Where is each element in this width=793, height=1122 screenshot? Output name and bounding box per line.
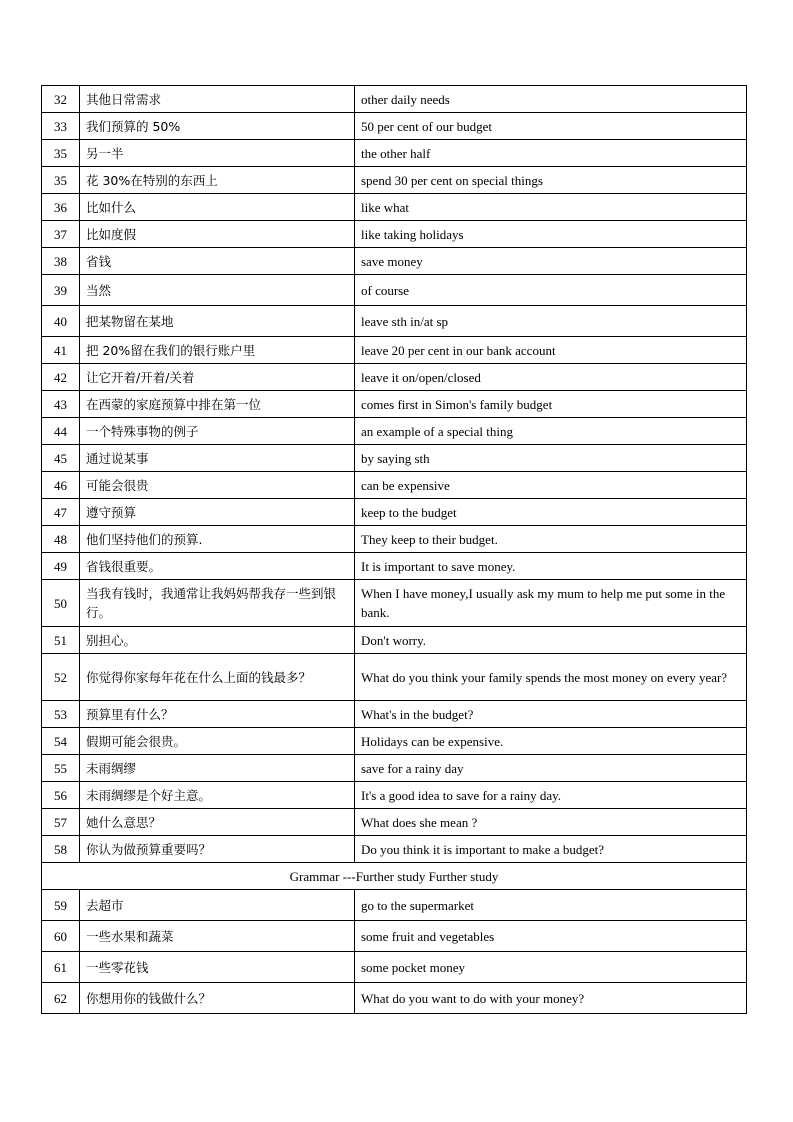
chinese-phrase: 在西蒙的家庭预算中排在第一位 [80, 391, 355, 418]
chinese-phrase: 未雨绸缪是个好主意。 [80, 782, 355, 809]
chinese-phrase: 其他日常需求 [80, 86, 355, 113]
table-row [42, 553, 747, 580]
chinese-phrase: 比如度假 [80, 221, 355, 248]
chinese-phrase: 她什么意思？ [80, 809, 355, 836]
chinese-phrase: 让它开着/开着/关着 [80, 364, 355, 391]
table-row [42, 782, 747, 809]
row-number: 33 [42, 113, 80, 140]
table-row [42, 755, 747, 782]
row-number: 44 [42, 418, 80, 445]
english-phrase: an example of a special thing [355, 418, 747, 445]
row-number: 60 [42, 921, 80, 952]
table-row [42, 337, 747, 364]
row-number: 54 [42, 728, 80, 755]
table-row [42, 701, 747, 728]
chinese-phrase: 当我有钱时，我通常让我妈妈帮我存一些到银行。 [80, 580, 355, 627]
table-row [42, 306, 747, 337]
english-phrase: leave sth in/at sp [355, 306, 747, 337]
section-title: Grammar ---Further study Further study [42, 863, 747, 890]
english-phrase: save for a rainy day [355, 755, 747, 782]
table-row [42, 526, 747, 553]
chinese-phrase: 一个特殊事物的例子 [80, 418, 355, 445]
english-phrase: Holidays can be expensive. [355, 728, 747, 755]
table-row [42, 140, 747, 167]
english-phrase: by saying sth [355, 445, 747, 472]
chinese-phrase: 假期可能会很贵。 [80, 728, 355, 755]
row-number: 52 [42, 654, 80, 701]
table-row [42, 113, 747, 140]
chinese-phrase: 花 30%在特别的东西上 [80, 167, 355, 194]
table-row [42, 627, 747, 654]
chinese-phrase: 未雨绸缪 [80, 755, 355, 782]
table-row [42, 952, 747, 983]
chinese-phrase: 通过说某事 [80, 445, 355, 472]
english-phrase: leave 20 per cent in our bank account [355, 337, 747, 364]
chinese-phrase: 可能会很贵 [80, 472, 355, 499]
english-phrase: keep to the budget [355, 499, 747, 526]
table-row [42, 580, 747, 627]
chinese-phrase: 别担心。 [80, 627, 355, 654]
english-phrase: save money [355, 248, 747, 275]
chinese-phrase: 他们坚持他们的预算. [80, 526, 355, 553]
row-number: 41 [42, 337, 80, 364]
row-number: 40 [42, 306, 80, 337]
table-row [42, 445, 747, 472]
table-row [42, 890, 747, 921]
row-number: 51 [42, 627, 80, 654]
table-row [42, 654, 747, 701]
row-number: 46 [42, 472, 80, 499]
row-number: 50 [42, 580, 80, 627]
row-number: 53 [42, 701, 80, 728]
row-number: 43 [42, 391, 80, 418]
english-phrase: What's in the budget? [355, 701, 747, 728]
english-phrase: It's a good idea to save for a rainy day. [355, 782, 747, 809]
row-number: 48 [42, 526, 80, 553]
table-row [42, 86, 747, 113]
row-number: 32 [42, 86, 80, 113]
chinese-phrase: 把 20%留在我们的银行账户里 [80, 337, 355, 364]
chinese-phrase: 另一半 [80, 140, 355, 167]
english-phrase: some fruit and vegetables [355, 921, 747, 952]
english-phrase: some pocket money [355, 952, 747, 983]
table-row [42, 472, 747, 499]
row-number: 58 [42, 836, 80, 863]
english-phrase: of course [355, 275, 747, 306]
chinese-phrase: 比如什么 [80, 194, 355, 221]
chinese-phrase: 一些水果和蔬菜 [80, 921, 355, 952]
english-phrase: They keep to their budget. [355, 526, 747, 553]
row-number: 56 [42, 782, 80, 809]
table-row [42, 391, 747, 418]
table-row [42, 248, 747, 275]
chinese-phrase: 省钱很重要。 [80, 553, 355, 580]
table-row [42, 364, 747, 391]
row-number: 59 [42, 890, 80, 921]
chinese-phrase: 你觉得你家每年花在什么上面的钱最多？ [80, 654, 355, 701]
chinese-phrase: 我们预算的 50% [80, 113, 355, 140]
english-phrase: What do you want to do with your money? [355, 983, 747, 1014]
english-phrase: What do you think your family spends the most money on every year? [355, 654, 747, 701]
english-phrase: go to the supermarket [355, 890, 747, 921]
row-number: 62 [42, 983, 80, 1014]
english-phrase: like taking holidays [355, 221, 747, 248]
vocabulary-table-body [42, 86, 747, 1014]
row-number: 35 [42, 140, 80, 167]
table-row [42, 221, 747, 248]
table-row [42, 499, 747, 526]
table-row [42, 809, 747, 836]
row-number: 47 [42, 499, 80, 526]
row-number: 57 [42, 809, 80, 836]
table-row [42, 836, 747, 863]
row-number: 37 [42, 221, 80, 248]
chinese-phrase: 一些零花钱 [80, 952, 355, 983]
chinese-phrase: 去超市 [80, 890, 355, 921]
row-number: 61 [42, 952, 80, 983]
english-phrase: leave it on/open/closed [355, 364, 747, 391]
table-row [42, 418, 747, 445]
row-number: 35 [42, 167, 80, 194]
row-number: 38 [42, 248, 80, 275]
table-row [42, 983, 747, 1014]
english-phrase: comes first in Simon's family budget [355, 391, 747, 418]
table-row [42, 194, 747, 221]
chinese-phrase: 当然 [80, 275, 355, 306]
section-row [42, 863, 747, 890]
vocabulary-table [41, 85, 747, 1014]
english-phrase: like what [355, 194, 747, 221]
chinese-phrase: 把某物留在某地 [80, 306, 355, 337]
english-phrase: Don't worry. [355, 627, 747, 654]
table-row [42, 921, 747, 952]
english-phrase: spend 30 per cent on special things [355, 167, 747, 194]
english-phrase: 50 per cent of our budget [355, 113, 747, 140]
chinese-phrase: 省钱 [80, 248, 355, 275]
english-phrase: When I have money,I usually ask my mum to help me put some in the bank. [355, 580, 747, 627]
row-number: 45 [42, 445, 80, 472]
english-phrase: can be expensive [355, 472, 747, 499]
chinese-phrase: 你想用你的钱做什么？ [80, 983, 355, 1014]
row-number: 39 [42, 275, 80, 306]
row-number: 49 [42, 553, 80, 580]
english-phrase: It is important to save money. [355, 553, 747, 580]
chinese-phrase: 预算里有什么？ [80, 701, 355, 728]
english-phrase: Do you think it is important to make a budget? [355, 836, 747, 863]
table-row [42, 167, 747, 194]
chinese-phrase: 遵守预算 [80, 499, 355, 526]
row-number: 42 [42, 364, 80, 391]
table-row [42, 275, 747, 306]
english-phrase: other daily needs [355, 86, 747, 113]
chinese-phrase: 你认为做预算重要吗？ [80, 836, 355, 863]
row-number: 36 [42, 194, 80, 221]
english-phrase: the other half [355, 140, 747, 167]
table-row [42, 728, 747, 755]
english-phrase: What does she mean ? [355, 809, 747, 836]
row-number: 55 [42, 755, 80, 782]
